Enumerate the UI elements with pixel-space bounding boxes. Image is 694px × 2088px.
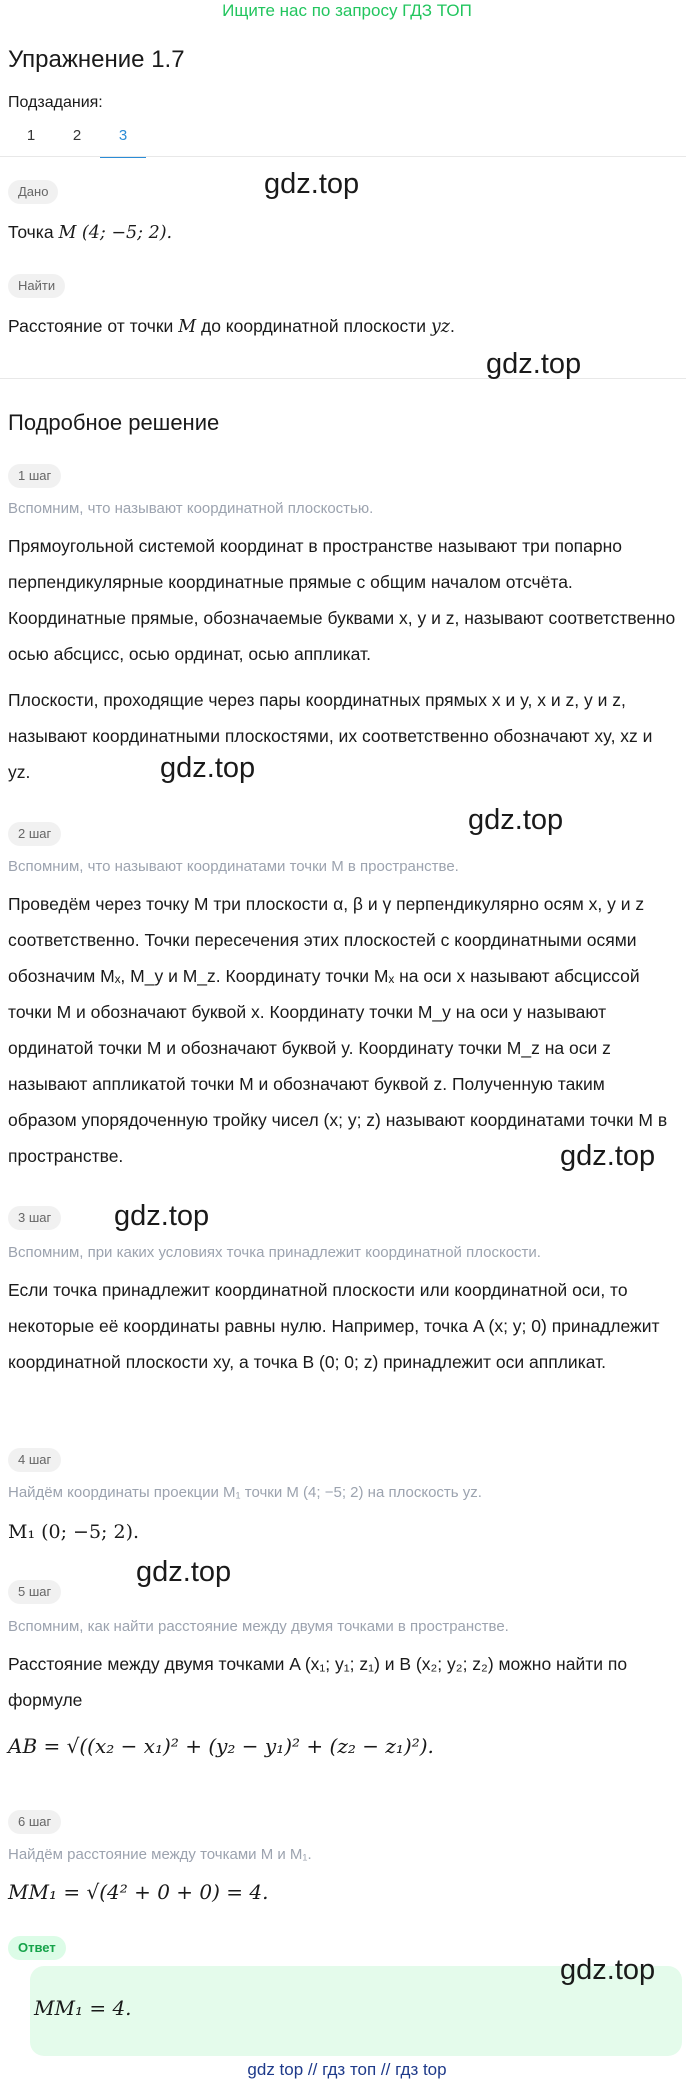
step-badge: 1 шаг <box>8 464 61 488</box>
step-hint: Вспомним, при каких условиях точка принадлежит координатной плоскости. <box>8 1244 541 1261</box>
step1-paragraph-1: Прямоугольной системой координат в пространстве называют три попарно перпендикулярные координатные прямые с общим началом отсчёта. Координатные прямые, обозначаемые буквами x, y и z, называют соответственно осью абсцисс, осью ординат, осью аппликат. <box>8 536 676 664</box>
divider <box>0 378 686 379</box>
watermark: gdz.top <box>560 1954 656 1986</box>
step-badge: 4 шаг <box>8 1448 61 1472</box>
footer-links[interactable]: gdz top // гдз топ // гдз top <box>247 2060 447 2079</box>
given-text: Точка M (4; −5; 2). <box>8 222 173 243</box>
top-banner-link[interactable]: Ищите нас по запросу ГДЗ ТОП <box>222 1 472 20</box>
step3-paragraph: Если точка принадлежит координатной плоскости или координатной оси, то некоторые её координаты равны нулю. Например, точка A (x; y; 0) принадлежит координатной плоскости xy, а точка B (0; 0; z) принадлежит оси аппликат. <box>8 1280 660 1372</box>
tab-subtask-1[interactable]: 1 <box>26 127 36 144</box>
step-hint: Вспомним, как найти расстояние между двумя точками в пространстве. <box>8 1618 509 1635</box>
answer-value: MM₁ = 4. <box>34 1996 132 2020</box>
find-text: Расстояние от точки M до координатной плоскости yz. <box>8 316 455 337</box>
watermark: gdz.top <box>114 1200 210 1232</box>
watermark: gdz.top <box>486 348 582 380</box>
step-hint: Найдём расстояние между точками M и M₁. <box>8 1846 312 1863</box>
watermark: gdz.top <box>468 804 564 836</box>
step1-paragraph-2: Плоскости, проходящие через пары координатных прямых x и y, x и z, y и z, называют координатными плоскостями, их соответственно обозначают xy, xz и yz. <box>8 690 653 782</box>
subtask-tabs <box>8 122 146 158</box>
answer-badge: Ответ <box>8 1936 66 1960</box>
step-hint: Вспомним, что называют координатами точки M в пространстве. <box>8 858 459 875</box>
distance-formula: AB = √((x₂ − x₁)² + (y₂ − y₁)² + (z₂ − z₁)²). <box>8 1734 434 1758</box>
page-title: Упражнение 1.7 <box>8 46 185 73</box>
step6-result: MM₁ = √(4² + 0 + 0) = 4. <box>8 1880 269 1904</box>
step-hint: Найдём координаты проекции M₁ точки M (4; −5; 2) на плоскость yz. <box>8 1484 482 1501</box>
step-badge: 5 шаг <box>8 1580 61 1604</box>
divider <box>0 156 686 157</box>
step4-result: M₁ (0; −5; 2). <box>8 1521 140 1543</box>
step2-paragraph: Проведём через точку M три плоскости α, β и γ перпендикулярно осям x, y и z соответственно. Точки пересечения этих плоскостей с координатными осями обозначим Mₓ, M_y и M_z. Координату точки Mₓ на оси x называют абсциссой точки M и обозначают буквой x. Координату точки M_y на оси y называют ординатой точки M и обозначают буквой y. Координату точки M_z на оси z называют аппликатой точки M и обозначают буквой z. Полученную таким образом упорядоченную тройку чисел (x; y; z) называют координатами точки M в пространстве. <box>8 894 668 1166</box>
tab-subtask-3[interactable]: 3 <box>100 122 146 158</box>
tab-subtask-2[interactable]: 2 <box>72 127 82 144</box>
step-badge: 6 шаг <box>8 1810 61 1834</box>
watermark: gdz.top <box>136 1556 232 1588</box>
watermark: gdz.top <box>160 752 256 784</box>
watermark: gdz.top <box>560 1140 656 1172</box>
subtasks-label: Подзадания: <box>8 94 103 111</box>
solution-title: Подробное решение <box>8 410 220 435</box>
watermark: gdz.top <box>264 168 360 200</box>
find-badge: Найти <box>8 274 65 298</box>
step5-paragraph: Расстояние между двумя точками A (x₁; y₁; z₁) и B (x₂; y₂; z₂) можно найти по формуле <box>8 1654 628 1710</box>
step-badge: 2 шаг <box>8 822 61 846</box>
given-badge: Дано <box>8 180 58 204</box>
step-badge: 3 шаг <box>8 1206 61 1230</box>
step-hint: Вспомним, что называют координатной плоскостью. <box>8 500 374 517</box>
